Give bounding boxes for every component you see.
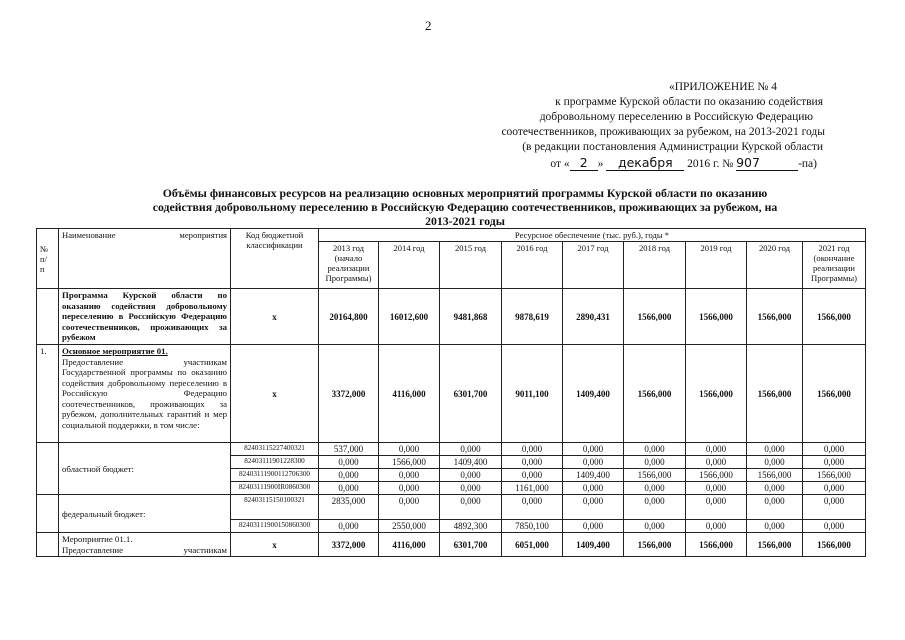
measure-011-value: 1409,400 xyxy=(563,533,624,557)
header-name-left: Наименование xyxy=(62,230,116,240)
program-value: 9481,868 xyxy=(440,289,502,345)
measure-01-value: 1566,000 xyxy=(686,345,747,443)
federal-value: 0,000 xyxy=(747,520,803,533)
federal-value: 0,000 xyxy=(624,495,686,520)
appendix-header xyxy=(445,80,825,172)
measure-011-value: 1566,000 xyxy=(747,533,803,557)
measure-011-value: 3372,000 xyxy=(319,533,379,557)
regional-value: 0,000 xyxy=(379,482,440,495)
measure-011-value: 4116,000 xyxy=(379,533,440,557)
regional-value: 0,000 xyxy=(502,456,563,469)
year-2015: 2015 год xyxy=(440,242,502,289)
regional-value: 0,000 xyxy=(686,482,747,495)
regional-value: 1409,400 xyxy=(440,456,502,469)
regional-value: 0,000 xyxy=(440,482,502,495)
regional-value: 0,000 xyxy=(502,443,563,456)
page-number: 2 xyxy=(425,18,432,33)
measure-011-value: 6051,000 xyxy=(502,533,563,557)
date-day: 2 xyxy=(570,155,598,171)
year-2013: 2013 год (начало реализации Программы) xyxy=(319,242,379,289)
regional-value: 0,000 xyxy=(803,443,866,456)
regional-value: 0,000 xyxy=(686,456,747,469)
federal-value: 0,000 xyxy=(502,495,563,520)
federal-code: 82403111900150860300 xyxy=(231,520,319,533)
regional-value: 0,000 xyxy=(440,443,502,456)
measure-01-value: 6301,700 xyxy=(440,345,502,443)
appendix-mark: « xyxy=(668,81,675,93)
regional-value: 0,000 xyxy=(686,443,747,456)
appendix-line-5: (в редакции постановления Администрации Курской области xyxy=(522,141,823,153)
regional-code: 82403115227400321 xyxy=(231,443,319,456)
regional-value: 0,000 xyxy=(803,456,866,469)
program-value: 1566,000 xyxy=(747,289,803,345)
measure-011-code: х xyxy=(231,533,319,557)
year-2020: 2020 год xyxy=(747,242,803,289)
regional-value: 0,000 xyxy=(563,456,624,469)
measure-01-value: 1566,000 xyxy=(803,345,866,443)
regional-value: 537,000 xyxy=(319,443,379,456)
federal-code: 82403115150100321 xyxy=(231,495,319,520)
year-2017: 2017 год xyxy=(563,242,624,289)
date-prefix: от « xyxy=(550,158,570,170)
regional-value: 1566,000 xyxy=(624,469,686,482)
regional-num xyxy=(37,443,59,495)
measure-011-row xyxy=(37,533,866,557)
regional-value: 1161,000 xyxy=(502,482,563,495)
measure-01-value: 4116,000 xyxy=(379,345,440,443)
regional-value: 1409,400 xyxy=(563,469,624,482)
measure-01-row xyxy=(37,345,866,443)
decree-number: 907 xyxy=(736,155,798,171)
federal-value: 0,000 xyxy=(747,495,803,520)
year-2018: 2018 год xyxy=(624,242,686,289)
regional-row xyxy=(37,443,866,456)
title-line-1: Объёмы финансовых ресурсов на реализацию основных мероприятий программы Курской области по оказанию xyxy=(162,186,768,200)
regional-value: 0,000 xyxy=(319,482,379,495)
federal-value: 0,000 xyxy=(563,520,624,533)
regional-value: 0,000 xyxy=(502,469,563,482)
regional-value: 0,000 xyxy=(624,456,686,469)
measure-01-value: 1566,000 xyxy=(747,345,803,443)
federal-value: 0,000 xyxy=(803,495,866,520)
regional-value: 0,000 xyxy=(747,456,803,469)
federal-value: 0,000 xyxy=(686,520,747,533)
header-num: № п/ п xyxy=(37,229,59,289)
regional-value: 1566,000 xyxy=(686,469,747,482)
finance-table xyxy=(36,228,866,557)
appendix-line-2: к программе Курской области по оказанию содействия xyxy=(555,96,823,108)
regional-value: 0,000 xyxy=(747,482,803,495)
year-2014: 2014 год xyxy=(379,242,440,289)
date-mid: » xyxy=(597,158,604,170)
regional-value: 0,000 xyxy=(803,482,866,495)
federal-value: 0,000 xyxy=(686,495,747,520)
measure-01-desc: Предоставление участникам Государственной программы по оказанию содействия добровольному переселению в Российскую Федерацию соотечественников, проживающих за рубежом, дополнительных гарантий и мер социальной поддержки, в том числе: xyxy=(62,356,227,430)
header-name xyxy=(59,229,231,289)
measure-01-value: 3372,000 xyxy=(319,345,379,443)
year-2016: 2016 год xyxy=(502,242,563,289)
regional-value: 0,000 xyxy=(563,443,624,456)
regional-value: 1566,000 xyxy=(379,456,440,469)
measure-011-title: Мероприятие 01.1. xyxy=(62,534,133,544)
regional-value: 0,000 xyxy=(440,469,502,482)
measure-011-name xyxy=(59,533,231,557)
federal-value: 7850,100 xyxy=(502,520,563,533)
measure-011-value: 1566,000 xyxy=(803,533,866,557)
document-title xyxy=(110,186,820,228)
appendix-line-4: соотечественников, проживающих за рубежом, на 2013-2021 годы xyxy=(501,126,825,138)
measure-01-num: 1. xyxy=(37,345,59,443)
appendix-date-line xyxy=(445,155,825,172)
measure-01-title: Основное мероприятие 01. xyxy=(62,346,168,356)
title-line-3: 2013-2021 годы xyxy=(425,214,505,228)
measure-011-value: 1566,000 xyxy=(686,533,747,557)
header-row-1 xyxy=(37,229,866,242)
date-month: декабря xyxy=(606,155,684,171)
program-num xyxy=(37,289,59,345)
federal-value: 4892,300 xyxy=(440,520,502,533)
program-value: 1566,000 xyxy=(686,289,747,345)
measure-01-value: 1566,000 xyxy=(624,345,686,443)
regional-code: 82403111901228300 xyxy=(231,456,319,469)
federal-row xyxy=(37,495,866,520)
federal-value: 0,000 xyxy=(803,520,866,533)
regional-value: 1566,000 xyxy=(803,469,866,482)
federal-value: 2835,000 xyxy=(319,495,379,520)
program-name xyxy=(59,289,231,345)
year-2021: 2021 год (окончание реализации Программы) xyxy=(803,242,866,289)
regional-label: областной бюджет: xyxy=(59,443,231,495)
program-value: 20164,800 xyxy=(319,289,379,345)
measure-011-value: 1566,000 xyxy=(624,533,686,557)
regional-value: 0,000 xyxy=(624,482,686,495)
regional-code: 82403111900112706300 xyxy=(231,469,319,482)
regional-value: 1566,000 xyxy=(747,469,803,482)
federal-value: 2550,000 xyxy=(379,520,440,533)
federal-value: 0,000 xyxy=(379,495,440,520)
program-row xyxy=(37,289,866,345)
regional-value: 0,000 xyxy=(563,482,624,495)
regional-value: 0,000 xyxy=(624,443,686,456)
header-name-right: мероприятия xyxy=(179,230,227,240)
measure-01-code: х xyxy=(231,345,319,443)
appendix-title: ПРИЛОЖЕНИЕ № 4 xyxy=(674,81,777,93)
program-value: 16012,600 xyxy=(379,289,440,345)
regional-value: 0,000 xyxy=(747,443,803,456)
date-year: 2016 г. № xyxy=(687,158,734,170)
regional-code: 82403111900IR0860300 xyxy=(231,482,319,495)
federal-value: 0,000 xyxy=(624,520,686,533)
measure-011-value: 6301,700 xyxy=(440,533,502,557)
regional-value: 0,000 xyxy=(319,469,379,482)
program-value: 2890,431 xyxy=(563,289,624,345)
measure-01-value: 1409,400 xyxy=(563,345,624,443)
federal-num xyxy=(37,495,59,533)
appendix-title-line xyxy=(445,80,825,95)
program-value: 9878,619 xyxy=(502,289,563,345)
regional-value: 0,000 xyxy=(319,456,379,469)
measure-011-desc: Предоставление участникам xyxy=(62,544,227,555)
header-resources: Ресурсное обеспечение (тыс. руб.), годы * xyxy=(319,229,866,242)
federal-value: 0,000 xyxy=(563,495,624,520)
federal-value: 0,000 xyxy=(440,495,502,520)
regional-value: 0,000 xyxy=(379,443,440,456)
program-code: х xyxy=(231,289,319,345)
program-value: 1566,000 xyxy=(803,289,866,345)
measure-011-num xyxy=(37,533,59,557)
program-name-text: Программа Курской области по оказанию содействия добровольному переселению в Российскую Федерацию соотечественников, проживающих за рубежом xyxy=(62,290,227,342)
regional-value: 0,000 xyxy=(379,469,440,482)
header-code: Код бюджетной классификации xyxy=(231,229,319,289)
measure-01-name xyxy=(59,345,231,443)
federal-label: федеральный бюджет: xyxy=(59,495,231,533)
measure-01-value: 9011,100 xyxy=(502,345,563,443)
appendix-line-3: добровольному переселению в Российскую Федерацию xyxy=(539,111,813,123)
year-2019: 2019 год xyxy=(686,242,747,289)
title-line-2: содействия добровольному переселению в Российскую Федерацию соотечественников, проживающих за рубежом, на xyxy=(152,200,778,214)
program-value: 1566,000 xyxy=(624,289,686,345)
federal-value: 0,000 xyxy=(319,520,379,533)
decree-tail: -па) xyxy=(798,158,817,170)
